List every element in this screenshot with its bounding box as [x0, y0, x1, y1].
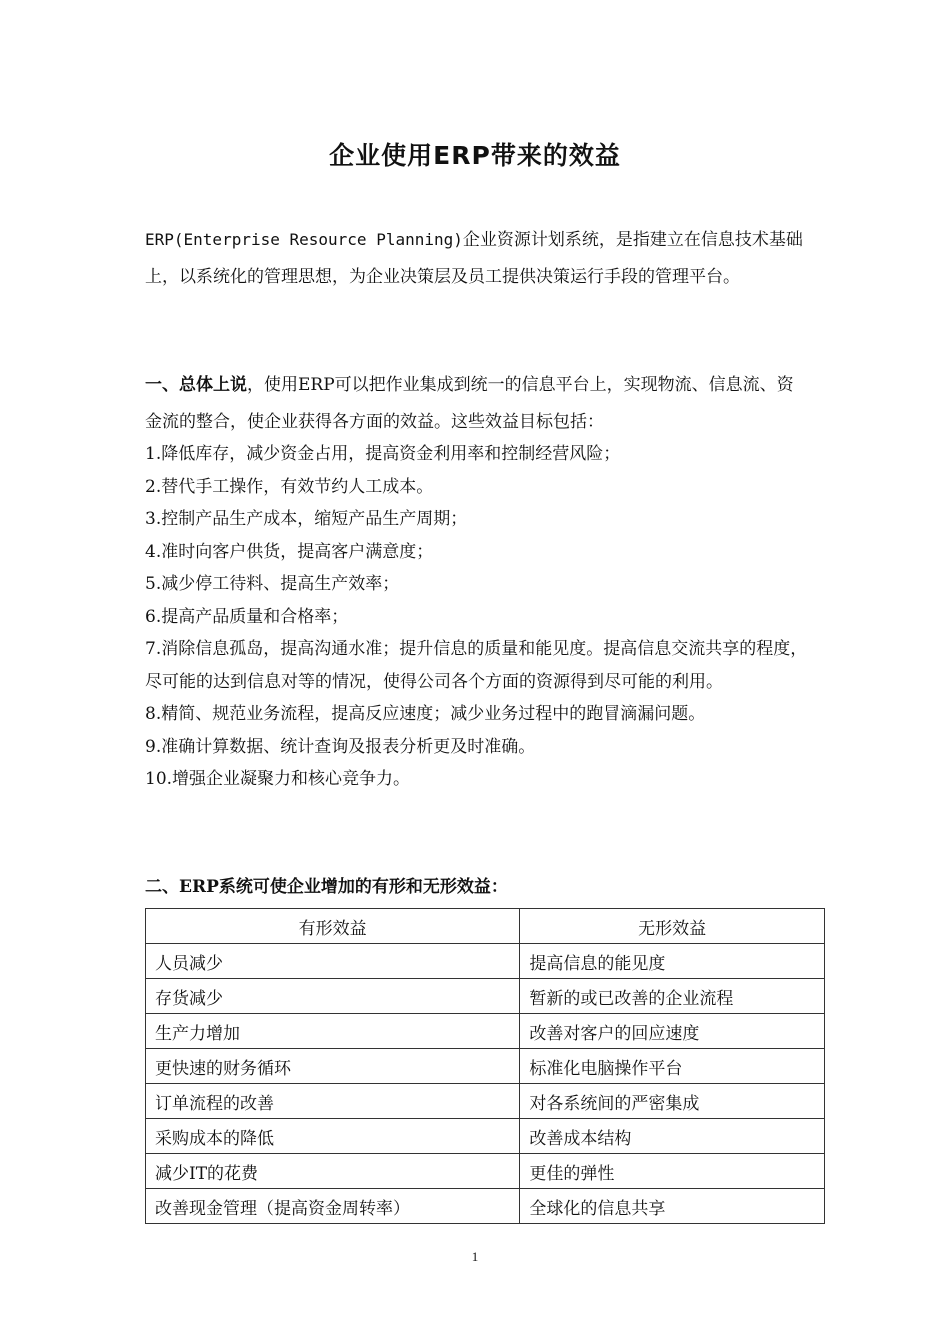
intro-text: 企业资源计划系统，是指建立在信息技术基础上，以系统化的管理思想，为企业决策层及员工提供决策运行手段的管理平台。 — [145, 230, 803, 287]
table-row — [146, 1014, 825, 1049]
table-cell: 对各系统间的严密集成 — [520, 1084, 825, 1119]
list-item: 4.准时向客户供货，提高客户满意度； — [145, 541, 434, 562]
list-item: 8.精简、规范业务流程，提高反应速度；减少业务过程中的跑冒滴漏问题。 — [145, 704, 706, 724]
table-cell: 改善现金管理（提高资金周转率） — [146, 1189, 520, 1224]
table-cell: 提高信息的能见度 — [520, 944, 825, 979]
table-row — [146, 1119, 825, 1154]
list-item: 3.控制产品生产成本，缩短产品生产周期； — [145, 509, 468, 529]
table-cell: 更快速的财务循环 — [146, 1049, 520, 1084]
table-row — [146, 944, 825, 979]
intro-erp-term: ERP(Enterprise Resource Planning) — [145, 230, 463, 249]
document-title: 企业使用ERP带来的效益 — [329, 141, 621, 170]
page-number: 1 — [471, 1249, 479, 1264]
table-row — [146, 979, 825, 1014]
section1-heading: 一、总体上说 — [145, 375, 247, 395]
list-item: 5.减少停工待料、提高生产效率； — [145, 574, 400, 594]
intro-paragraph — [145, 221, 810, 296]
table-header-intangible: 无形效益 — [520, 909, 825, 944]
section1-paragraph — [145, 367, 810, 441]
section1-text: ，使用ERP可以把作业集成到统一的信息平台上，实现物流、信息流、资金流的整合，使企业获得各方面的效益。这些效益目标包括： — [145, 375, 794, 432]
table-cell: 采购成本的降低 — [146, 1119, 520, 1154]
table-cell: 人员减少 — [146, 944, 520, 979]
table-cell: 标准化电脑操作平台 — [520, 1049, 825, 1084]
benefits-table — [145, 908, 825, 1224]
table-row — [146, 1049, 825, 1084]
table-cell: 更佳的弹性 — [520, 1154, 825, 1189]
list-item: 2.替代手工操作，有效节约人工成本。 — [145, 476, 434, 497]
table-row — [146, 1154, 825, 1189]
list-item: 10.增强企业凝聚力和核心竞争力。 — [145, 769, 411, 789]
table-cell: 改善成本结构 — [520, 1119, 825, 1154]
table-cell: 订单流程的改善 — [146, 1084, 520, 1119]
list-item: 7.消除信息孤岛，提高沟通水准；提升信息的质量和能见度。提高信息交流共享的程度，尽可能的达到信息对等的情况，使得公司各个方面的资源得到尽可能的利用。 — [145, 639, 808, 692]
table-cell: 生产力增加 — [146, 1014, 520, 1049]
list-item: 9.准确计算数据、统计查询及报表分析更及时准确。 — [145, 736, 536, 757]
table-cell: 全球化的信息共享 — [520, 1189, 825, 1224]
table-cell: 暂新的或已改善的企业流程 — [520, 979, 825, 1014]
table-cell: 改善对客户的回应速度 — [520, 1014, 825, 1049]
benefits-list — [145, 438, 810, 796]
section2-heading: 二、ERP系统可使企业增加的有形和无形效益： — [145, 877, 508, 897]
list-item: 1.降低库存，减少资金占用，提高资金利用率和控制经营风险； — [145, 444, 621, 464]
table-cell: 减少IT的花费 — [146, 1154, 520, 1189]
list-item: 6.提高产品质量和合格率； — [145, 606, 349, 627]
table-row — [146, 1189, 825, 1224]
table-cell: 存货减少 — [146, 979, 520, 1014]
table-header-tangible: 有形效益 — [146, 909, 520, 944]
table-row — [146, 1084, 825, 1119]
table-header-row — [146, 909, 825, 944]
